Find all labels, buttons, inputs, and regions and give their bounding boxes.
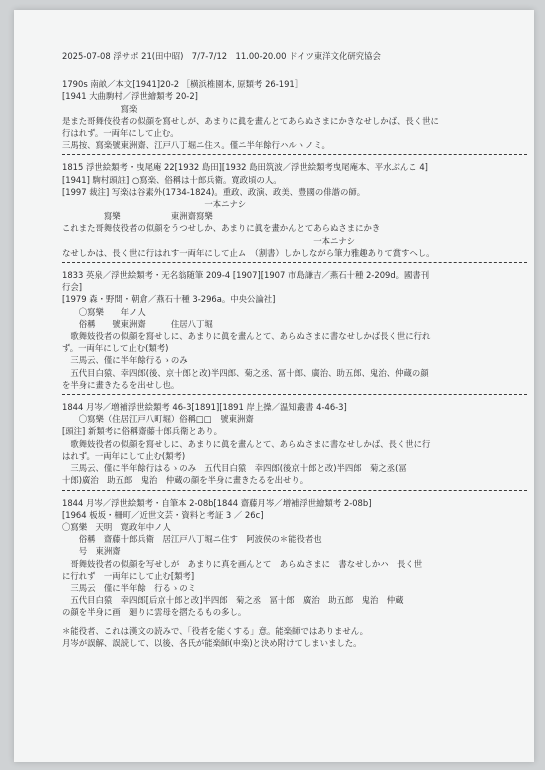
text-line: 1790s 南畝／本文[1941]20-2 ［横浜椎園本, 原類考 26-191］ [62,79,304,90]
text-line: 1833 英泉／浮世絵類考・无名翁随筆 209-4 [1907][1907 市島謙吉／燕石十種 2-209d。國書刊 [62,270,430,281]
text-line: の顔を半身に画 廻りに雲母を摺たるもの多し。 [62,607,247,618]
text-line: これまた哥舞伎役者の似顔をうつせしか、あまりに眞を畫かんとてあらぬさまにかき [62,223,381,234]
dashed-divider [62,394,527,395]
text-line: 1844 月岑／増補浮世絵類考 46-3[1891][1891 岸上操／温知叢書 4-46-3] [62,402,347,413]
text-line: はれず。一両年にして止む(類考) [62,450,186,461]
text-line: 〇寫樂 天明 寛政年中ノ人 [62,521,171,532]
text-line: 〇寫樂 年ノ人 [62,306,146,317]
text-line: 歌舞妓役者の似顔を寫せしに、あまりに眞を畫んとて、あらぬさまに書なせしかば長く世に行れ [62,331,431,342]
text-line: 三馬云、僅に半年餘行るゝのみ [62,355,188,366]
text-line: [1997 裁注] 写楽は谷素外(1734-1824)。重政、政演、政美、豊國の俳諧の師。 [62,186,366,197]
text-line: 一本ニナシ [62,199,247,210]
text-line: 〇寫樂（住居江戸八町堀）俗稱□□ 號東洲齋 [62,414,254,425]
text-line: [1964 板坂・柵町／近世文芸・資料と考証 3 ／ 26c] [62,509,264,520]
text-line: 行はれず。一両年にして止む。 [62,128,179,139]
entry-1844-gesshin-jihitsu [62,497,527,619]
text-line: 是また哥舞伎役者の似顔を寫せしが、あまりに眞を畫んとてあらぬさまにかきなせしかば、長く世に [62,115,439,126]
text-line: 1815 浮世絵類考・曳尾庵 22[1932 島田][1932 島田筑波／浮世絵類考曳尾庵本、平水ぶんこ 4] [62,162,428,173]
footnote [62,625,527,649]
text-line: 俗稱 齋藤十郎兵衛 居江戸八丁堀ニ住す 阿波侯の＊能役者也 [62,534,322,545]
text-line: [頭注] 新類考に俗稱齋藤十郎兵衛とあり。 [62,426,222,437]
text-line: 三馬云 僅に半年餘 行るゝのミ [62,582,196,593]
footnote-line: ＊能役者、これは漢文の読みで、「役者を能くする」意。能楽師ではありません。 [62,625,369,636]
text-line: 寫楽 [62,103,138,114]
text-line: [1979 森・野間・朝倉／燕石十種 3-296a。中央公論社] [62,294,276,305]
text-line: 一本ニナシ [62,235,355,246]
text-line: 寫樂 東洲齋寫樂 [62,211,213,222]
text-line: 五代目白猿 幸四郎[后京十郎と改]半四郎 菊之丞 冨十郎 廣治 助五郎 鬼治 仲蔵 [62,595,404,606]
entry-1833-eisen [62,269,527,391]
text-line: 1844 月岑／浮世絵類考・自筆本 2-08b[1844 齋藤月岑／増補浮世繪類考 2-08b] [62,497,372,508]
entry-1790-nanpo [62,78,527,151]
text-line: 五代目白猿、幸四郎(後、京十郎と改)半四郎、菊之丞、冨十郎、廣治、助五郎、鬼治、仲蔵の顔 [62,367,429,378]
text-line: を半身に畫きたるを出せし也。 [62,379,180,390]
footnote-line: 月岑が誤解、誤読して、以後、各氏が能楽師(申楽)と決め附けてしまいました。 [62,637,362,648]
text-line: に行れず 一両年にして止む[類考] [62,570,195,581]
text-line: 俗稱 號東洲齋 住居八丁堀 [62,318,213,329]
document-body [62,50,527,649]
text-line: [1941] 駒村頭註] ○寫楽、俗稱は十郎兵衛。寛政頃の人。 [62,174,282,185]
dashed-divider [62,490,527,491]
text-line: 三馬按、寫楽號東洲齋、江戸八丁堀ニ住ス。僅ニ半年餘行ハルヽノミ。 [62,140,330,151]
text-line: 行会] [62,282,83,293]
document-header: 2025-07-08 浮サポ 21(田中昭) 7/7-7/12 11.00-20.00 ドイツ東洋文化研究協会 [62,51,381,61]
dashed-divider [62,262,527,263]
text-line: なせしかは、長く世に行はれす一両年にして止ム （割書）しかしながら筆力雅趣ありて賞すへし。 [62,247,435,258]
dashed-divider [62,154,527,155]
text-line: [1941 大曲駒村／浮世繪類考 20-2] [62,91,198,102]
paper-sheet [14,10,534,762]
entry-1844-gesshin-zoho [62,401,527,486]
text-line: 哥舞妓役者の似顔を写せしが あまりに真を画んとて あらぬさまに 書なせしかハ 長く世 [62,558,423,569]
text-line: 三馬云、僅に半年餘行はるゝのみ 五代目白猿 幸四郎(後京十郎と改)半四郎 菊之丞(冨 [62,463,407,474]
text-line: ず。一両年にして止む(類考) [62,343,169,354]
text-line: 号 東洲齋 [62,546,121,557]
entry-1815-eibian [62,161,527,259]
text-line: 十郎)廣治 助五郎 鬼治 仲蔵の顔を半身に畫きたるを出せり。 [62,475,309,486]
text-line: 歌舞妓役者の似顔を寫せしに、あまりに眞を畫んとて、あらぬさまに書なせしかば、長く世に行 [62,438,431,449]
